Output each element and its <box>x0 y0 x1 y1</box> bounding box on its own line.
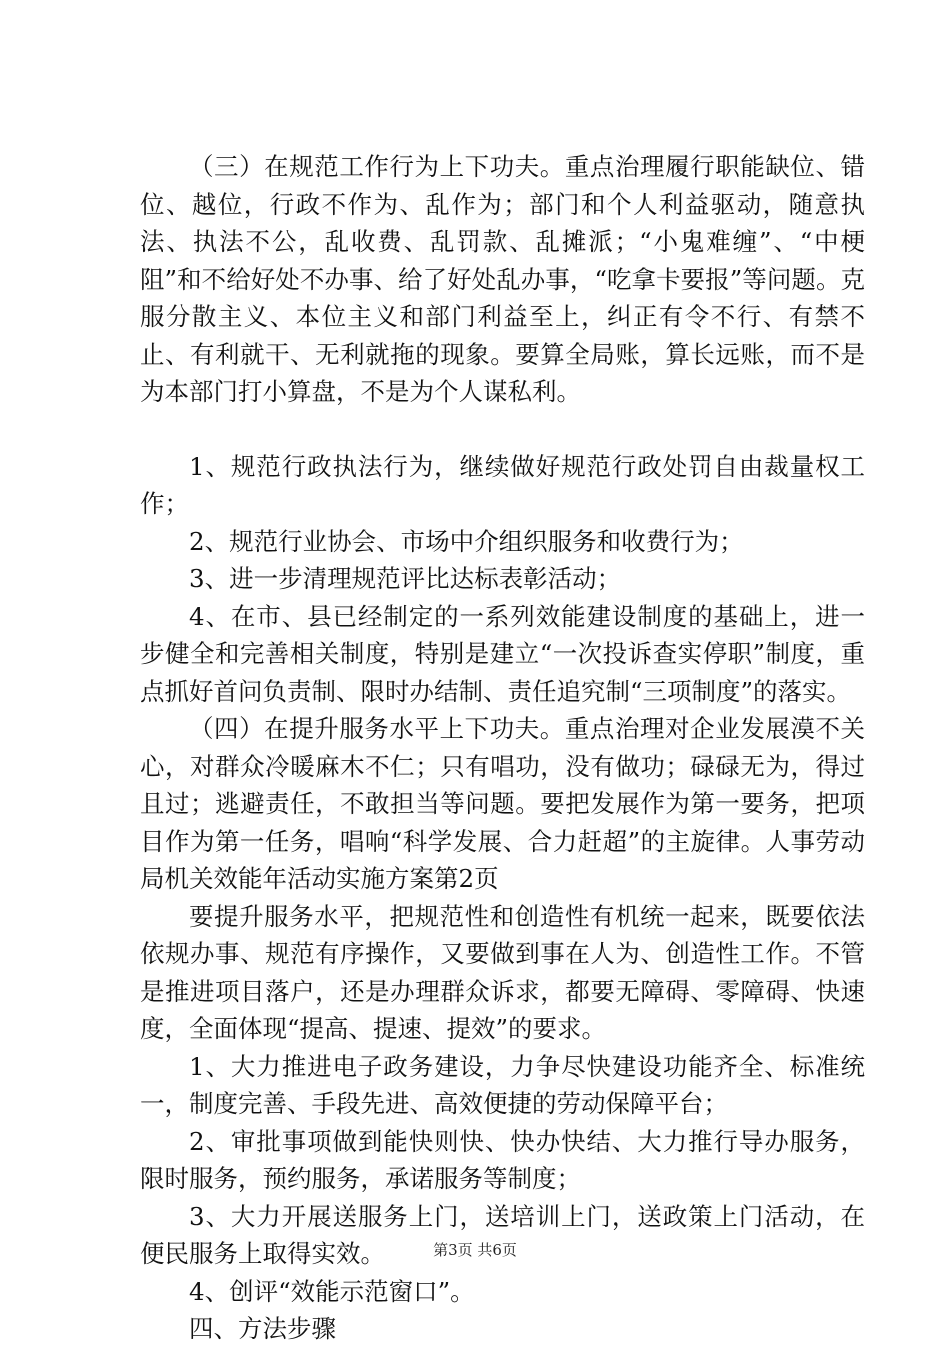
page-footer <box>0 1240 950 1260</box>
list-item-3b: 3、大力开展送服务上门，送培训上门，送政策上门活动，在便民服务上取得实效。 <box>140 1201 865 1268</box>
paragraph-section-four: （四）在提升服务水平上下功夫。重点治理对企业发展漠不关心，对群众冷暖麻木不仁；只有唱功，没有做功；碌碌无为，得过且过；逃避责任，不敢担当等问题。要把发展作为第一要务，把项目作为第一任务，唱响“科学发展、合力赶超”的主旋律。人事劳动局机关效能年活动实施方案第2页 <box>140 714 865 893</box>
paragraph-service-level: 要提升服务水平，把规范性和创造性有机统一起来，既要依法依规办事、规范有序操作，又要做到事在人为、创造性工作。不管是推进项目落户，还是办理群众诉求，都要无障碍、零障碍、快速度，全面体现“提高、提速、提效”的要求。 <box>140 901 865 1043</box>
paragraph-section-three: （三）在规范工作行为上下功夫。重点治理履行职能缺位、错位、越位，行政不作为、乱作为；部门和个人利益驱动，随意执法、执法不公，乱收费、乱罚款、乱摊派；“小鬼难缠”、“中梗阻”和不给好处不办事、给了好处乱办事，“吃拿卡要报”等问题。克服分散主义、本位主义和部门利益至上，纠正有令不行、有禁不止、有利就干、无利就拖的现象。要算全局账，算长远账，而不是为本部门打小算盘，不是为个人谋私利。 <box>140 152 865 406</box>
list-item-3: 3、进一步清理规范评比达标表彰活动； <box>189 564 622 593</box>
list-item-1: 1、规范行政执法行为，继续做好规范行政处罚自由裁量权工作； <box>140 451 865 518</box>
list-item-4: 4、在市、县已经制定的一系列效能建设制度的基础上，进一步健全和完善相关制度，特别是建立“一次投诉查实停职”制度，重点抓好首问负责制、限时办结制、责任追究制“三项制度”的落实。 <box>140 601 865 706</box>
list-item-2b: 2、审批事项做到能快则快、快办快结、大力推行导办服务，限时服务，预约服务，承诺服务等制度； <box>140 1126 865 1193</box>
paragraph-spacer <box>140 411 865 448</box>
section-heading-methods: 四、方法步骤 <box>189 1314 336 1343</box>
list-item-2: 2、规范行业协会、市场中介组织服务和收费行为； <box>189 526 744 556</box>
document-body <box>140 148 865 1348</box>
list-item-1b: 1、大力推进电子政务建设，力争尽快建设功能齐全、标准统一，制度完善、手段先进、高效便捷的劳动保障平台； <box>140 1051 865 1118</box>
list-item-4b: 4、创评“效能示范窗口”。 <box>189 1276 475 1306</box>
page-number-label: 第3页 共6页 <box>433 1241 517 1259</box>
